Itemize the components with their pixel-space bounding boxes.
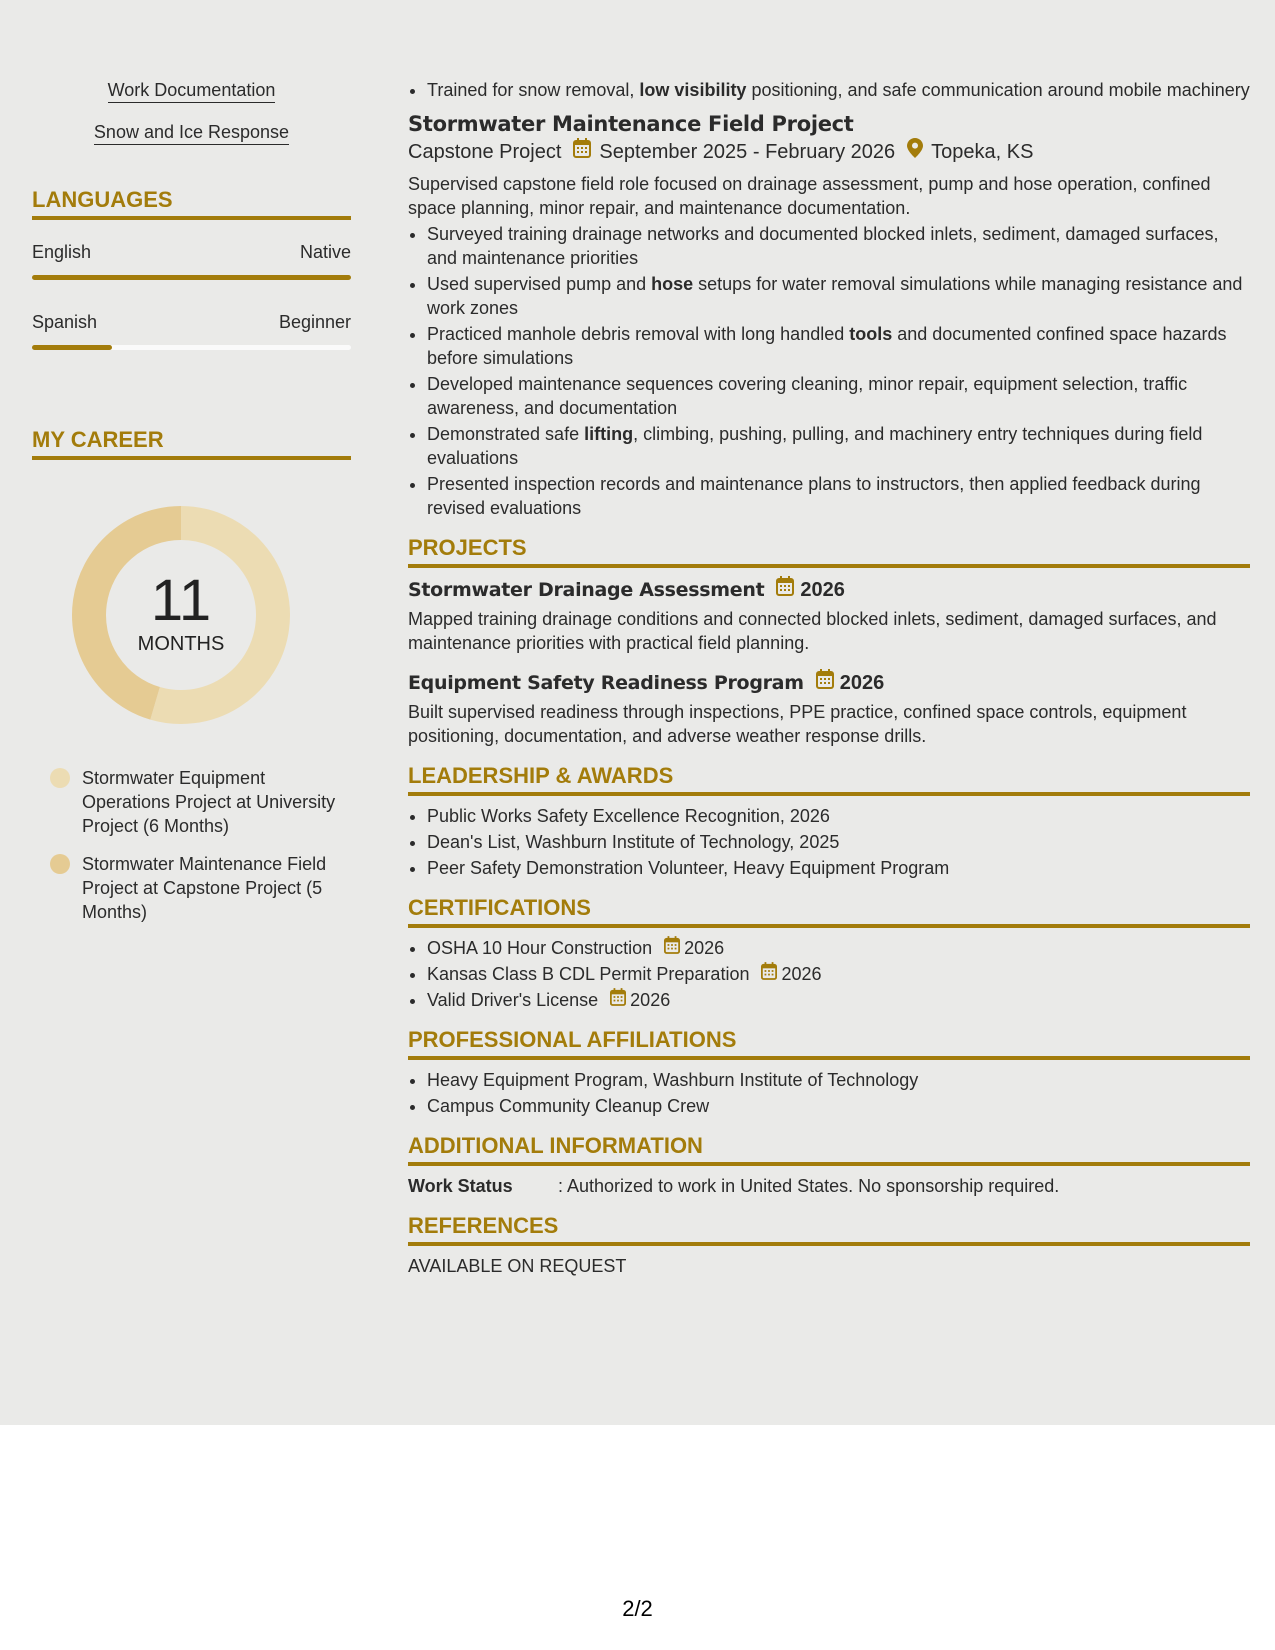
legend-dot (50, 854, 70, 874)
bullet-item (427, 372, 1250, 420)
project-description: Built supervised readiness through inspections, PPE practice, confined space controls, equipment positioning, documentation, and adverse weather response drills. (408, 702, 1187, 746)
bullet-text: Presented inspection records and maintenance plans to instructors, then applied feedback during revised evaluations (427, 474, 1201, 518)
bullet-bold: hose (651, 274, 694, 294)
project-description: Mapped training drainage conditions and connected blocked inlets, sediment, damaged surfaces, and maintenance priorities with practical field planning. (408, 609, 1217, 653)
bullet-item (427, 472, 1250, 520)
projects-heading: PROJECTS (408, 534, 1250, 568)
bullet-item (427, 272, 1250, 320)
sidebar (32, 78, 351, 938)
certification-item (427, 936, 1250, 960)
bullet-bold: tools (849, 324, 893, 344)
language-bar-fill (32, 345, 112, 350)
certification-name: • Valid Driver's License (427, 990, 599, 1010)
leadership-heading: LEADERSHIP & AWARDS (408, 762, 1250, 796)
bullet-text: and documented confined space hazards before simulations (427, 324, 1227, 368)
language-name: English (32, 242, 92, 262)
bullet-item (427, 422, 1250, 470)
page-number: 2/2 (622, 1596, 653, 1621)
main-content (408, 78, 1250, 1278)
language-name: Spanish (32, 312, 98, 332)
project-item (408, 669, 1250, 748)
list-item: • Dean's List, Washburn Institute of Technology, 2025 (427, 830, 1250, 854)
calendar-icon (610, 988, 626, 1012)
experience-title: Stormwater Maintenance Field Project (408, 112, 854, 136)
bullet-bold: low visibility (639, 80, 747, 100)
language-spanish (32, 310, 351, 350)
legend-item (50, 852, 351, 924)
certifications-heading: CERTIFICATIONS (408, 894, 1250, 928)
legend-item (50, 766, 351, 838)
references-heading: REFERENCES (408, 1212, 1250, 1246)
bullet-text: Trained for snow removal, (427, 80, 640, 100)
work-status-label: Work Status (408, 1176, 513, 1196)
experience-bullets (408, 222, 1250, 520)
list-item: • Heavy Equipment Program, Washburn Institute of Technology (427, 1068, 1250, 1092)
experience-meta (408, 138, 1250, 166)
certifications-list (408, 936, 1250, 1012)
calendar-icon (776, 576, 794, 603)
language-level: Native (299, 242, 351, 262)
experience-org: Capstone Project (408, 141, 562, 163)
skill-link-snow-ice[interactable] (32, 120, 351, 144)
location-pin-icon (907, 138, 923, 166)
project-year: 2026 (839, 671, 885, 694)
bullet-text: positioning, and safe communication around mobile machinery (746, 80, 1250, 100)
bullet-text: Used supervised pump and (427, 274, 652, 294)
affiliations-list (408, 1068, 1250, 1118)
experience-location: Topeka, KS (931, 141, 1034, 163)
leadership-list (408, 804, 1250, 880)
donut-center (66, 570, 296, 656)
language-bar-fill (32, 275, 351, 280)
bullet-text: Developed maintenance sequences covering cleaning, minor repair, equipment selection, traffic awareness, and documentation (427, 374, 1188, 418)
calendar-icon (816, 669, 834, 696)
skill-link-work-documentation[interactable] (32, 78, 351, 102)
bullet-item (427, 322, 1250, 370)
work-status-row (408, 1174, 1250, 1198)
calendar-icon (664, 936, 680, 960)
project-title: Equipment Safety Readiness Program (408, 671, 804, 694)
experience-summary: Supervised capstone field role focused on drainage assessment, pump and hose operation, confined space planning, minor repair, and maintenance documentation. (408, 174, 1211, 218)
certification-name: • OSHA 10 Hour Construction (427, 938, 653, 958)
calendar-icon (573, 138, 591, 166)
calendar-icon (761, 962, 777, 986)
career-legend (50, 766, 351, 924)
career-total-unit: MONTHS (137, 633, 225, 655)
legend-label: Stormwater Maintenance Field Project at Capstone Project (5 Months) (82, 854, 327, 922)
certification-year: 2026 (781, 964, 822, 984)
experience-dates: September 2025 - February 2026 (599, 141, 896, 163)
bullet-item (427, 222, 1250, 270)
certification-item (427, 988, 1250, 1012)
language-bar (32, 275, 351, 280)
project-year: 2026 (800, 578, 845, 601)
skill-link-label: Work Documentation (108, 80, 276, 103)
career-heading: MY CAREER (32, 426, 351, 460)
references-text: AVAILABLE ON REQUEST (408, 1256, 627, 1276)
legend-dot (50, 768, 70, 788)
bullet-text: , climbing, pushing, pulling, and machinery entry techniques during field evaluations (427, 424, 1203, 468)
certification-year: 2026 (630, 990, 671, 1010)
bullet-item (427, 78, 1250, 102)
language-bar (32, 345, 351, 350)
list-item: • Campus Community Cleanup Crew (427, 1094, 1250, 1118)
legend-label: Stormwater Equipment Operations Project at University Project (6 Months) (82, 768, 336, 836)
career-total-number: 11 (150, 568, 212, 633)
list-item: • Public Works Safety Excellence Recognition, 2026 (427, 804, 1250, 828)
list-item: • Peer Safety Demonstration Volunteer, Heavy Equipment Program (427, 856, 1250, 880)
work-status-value: : Authorized to work in United States. No sponsorship required. (558, 1176, 1060, 1196)
certification-year: 2026 (684, 938, 725, 958)
bullet-text: Demonstrated safe (427, 424, 585, 444)
language-english (32, 240, 351, 280)
additional-info-heading: ADDITIONAL INFORMATION (408, 1132, 1250, 1166)
affiliations-heading: PROFESSIONAL AFFILIATIONS (408, 1026, 1250, 1060)
certification-name: • Kansas Class B CDL Permit Preparation (427, 964, 750, 984)
languages-heading: LANGUAGES (32, 186, 351, 220)
skill-link-label: Snow and Ice Response (94, 122, 289, 145)
project-title: Stormwater Drainage Assessment (408, 578, 765, 601)
project-item (408, 576, 1250, 655)
bullet-text: Surveyed training drainage networks and documented blocked inlets, sediment, damaged surfaces, and maintenance priorities (427, 224, 1219, 268)
bullet-text: setups for water removal simulations while managing resistance and work zones (427, 274, 1243, 318)
career-donut-chart (66, 500, 296, 730)
language-level: Beginner (278, 312, 351, 332)
previous-role-bullets (408, 78, 1250, 102)
certification-item (427, 962, 1250, 986)
bullet-text: Practiced manhole debris removal with long handled (427, 324, 850, 344)
bullet-bold: lifting (584, 424, 634, 444)
